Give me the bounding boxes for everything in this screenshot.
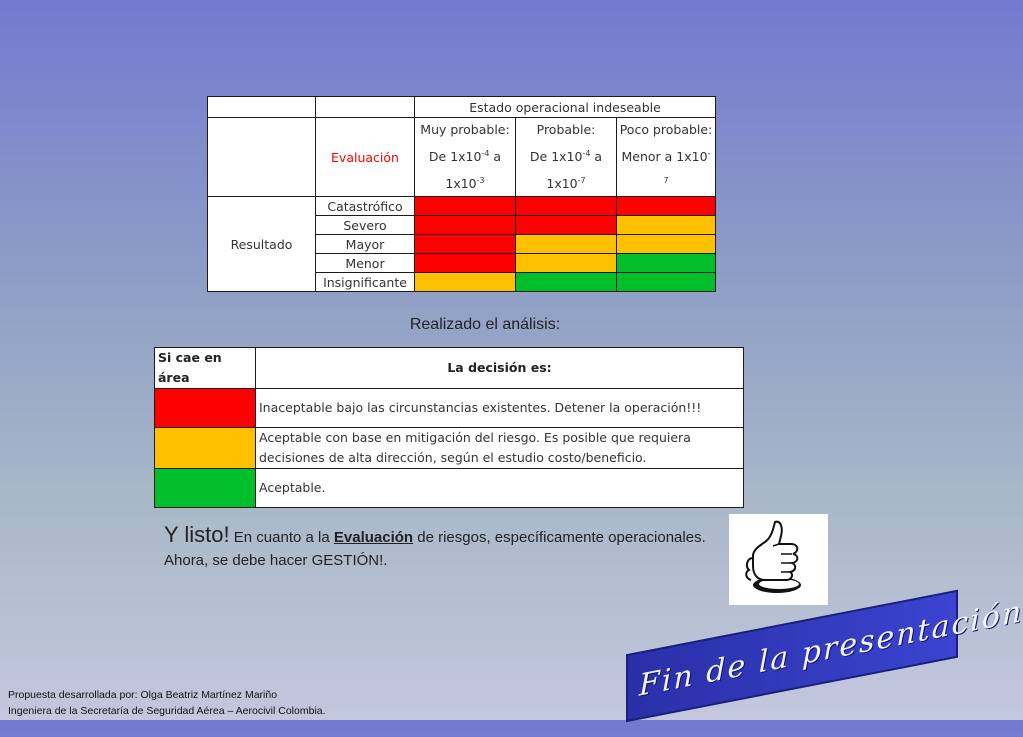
decision-col-decision: La decisión es: bbox=[256, 348, 744, 389]
probability-range: 1x10 bbox=[546, 176, 578, 192]
decision-text: Inaceptable bajo las circunstancias existentes. Detener la operación!!! bbox=[256, 389, 744, 428]
exponent: -4 bbox=[481, 149, 490, 158]
probability-header bbox=[516, 118, 617, 197]
risk-cell bbox=[415, 254, 516, 273]
matrix-empty-cell bbox=[208, 97, 316, 118]
area-swatch-green bbox=[155, 469, 256, 508]
message-headline: Y listo! bbox=[164, 522, 230, 547]
risk-cell bbox=[617, 273, 716, 292]
probability-range: a bbox=[590, 149, 603, 165]
risk-cell bbox=[516, 197, 617, 216]
matrix-header-title: Estado operacional indeseable bbox=[415, 97, 716, 118]
risk-cell bbox=[617, 254, 716, 273]
area-swatch-amber bbox=[155, 428, 256, 469]
risk-matrix bbox=[207, 96, 716, 292]
credit-line: Ingeniera de la Secretaría de Seguridad Aérea – Aerocivil Colombia. bbox=[8, 705, 326, 717]
probability-range: De 1x10 bbox=[529, 149, 583, 165]
closing-message bbox=[164, 522, 734, 569]
risk-cell bbox=[516, 273, 617, 292]
severity-label: Mayor bbox=[316, 235, 415, 254]
credit-line: Propuesta desarrollada por: Olga Beatriz Martínez Mariño bbox=[8, 689, 278, 701]
exponent: -3 bbox=[476, 176, 485, 186]
probability-range: 1x10 bbox=[445, 176, 477, 192]
severity-label: Severo bbox=[316, 216, 415, 235]
message-text: de riesgos, específicamente operacionales. bbox=[413, 529, 706, 546]
exponent: -7 bbox=[663, 149, 711, 186]
probability-label: Probable: bbox=[536, 122, 596, 137]
risk-cell bbox=[617, 235, 716, 254]
risk-cell bbox=[415, 216, 516, 235]
area-swatch-red bbox=[155, 389, 256, 428]
analysis-subtitle: Realizado el análisis: bbox=[409, 316, 561, 333]
message-text: En cuanto a la bbox=[229, 529, 334, 546]
probability-range: Menor a 1x10 bbox=[621, 149, 708, 165]
risk-cell bbox=[415, 197, 516, 216]
decision-text: Aceptable con base en mitigación del riesgo. Es posible que requiera decisiones de alta dirección, según el estudio costo/beneficio. bbox=[256, 428, 744, 469]
probability-label: Muy probable: bbox=[420, 122, 510, 137]
message-line2: Ahora, se debe hacer GESTIÓN!. bbox=[164, 552, 388, 569]
probability-range: De 1x10 bbox=[428, 149, 482, 165]
decision-table bbox=[154, 347, 744, 508]
matrix-empty-cell bbox=[208, 118, 316, 197]
risk-cell bbox=[516, 216, 617, 235]
matrix-empty-cell bbox=[316, 97, 415, 118]
risk-cell bbox=[617, 216, 716, 235]
decision-col-area: Si cae en área bbox=[155, 348, 256, 389]
risk-cell bbox=[415, 273, 516, 292]
probability-label: Poco probable: bbox=[619, 122, 713, 137]
exponent: -4 bbox=[582, 149, 591, 158]
severity-label: Catastrófico bbox=[316, 197, 415, 216]
message-emphasis: Evaluación bbox=[333, 529, 414, 546]
risk-cell bbox=[516, 254, 617, 273]
decision-text: Aceptable. bbox=[256, 469, 744, 508]
end-banner-text: Fin de la presentación bbox=[639, 593, 1023, 704]
evaluation-label: Evaluación bbox=[316, 118, 415, 197]
result-label: Resultado bbox=[208, 197, 316, 292]
severity-label: Menor bbox=[316, 254, 415, 273]
exponent: -7 bbox=[577, 176, 586, 186]
risk-cell bbox=[516, 235, 617, 254]
severity-label: Insignificante bbox=[316, 273, 415, 292]
probability-range: a bbox=[489, 149, 502, 165]
probability-header bbox=[617, 118, 716, 197]
risk-cell bbox=[415, 235, 516, 254]
risk-cell bbox=[617, 197, 716, 216]
author-credit bbox=[8, 687, 326, 719]
probability-header bbox=[415, 118, 516, 197]
